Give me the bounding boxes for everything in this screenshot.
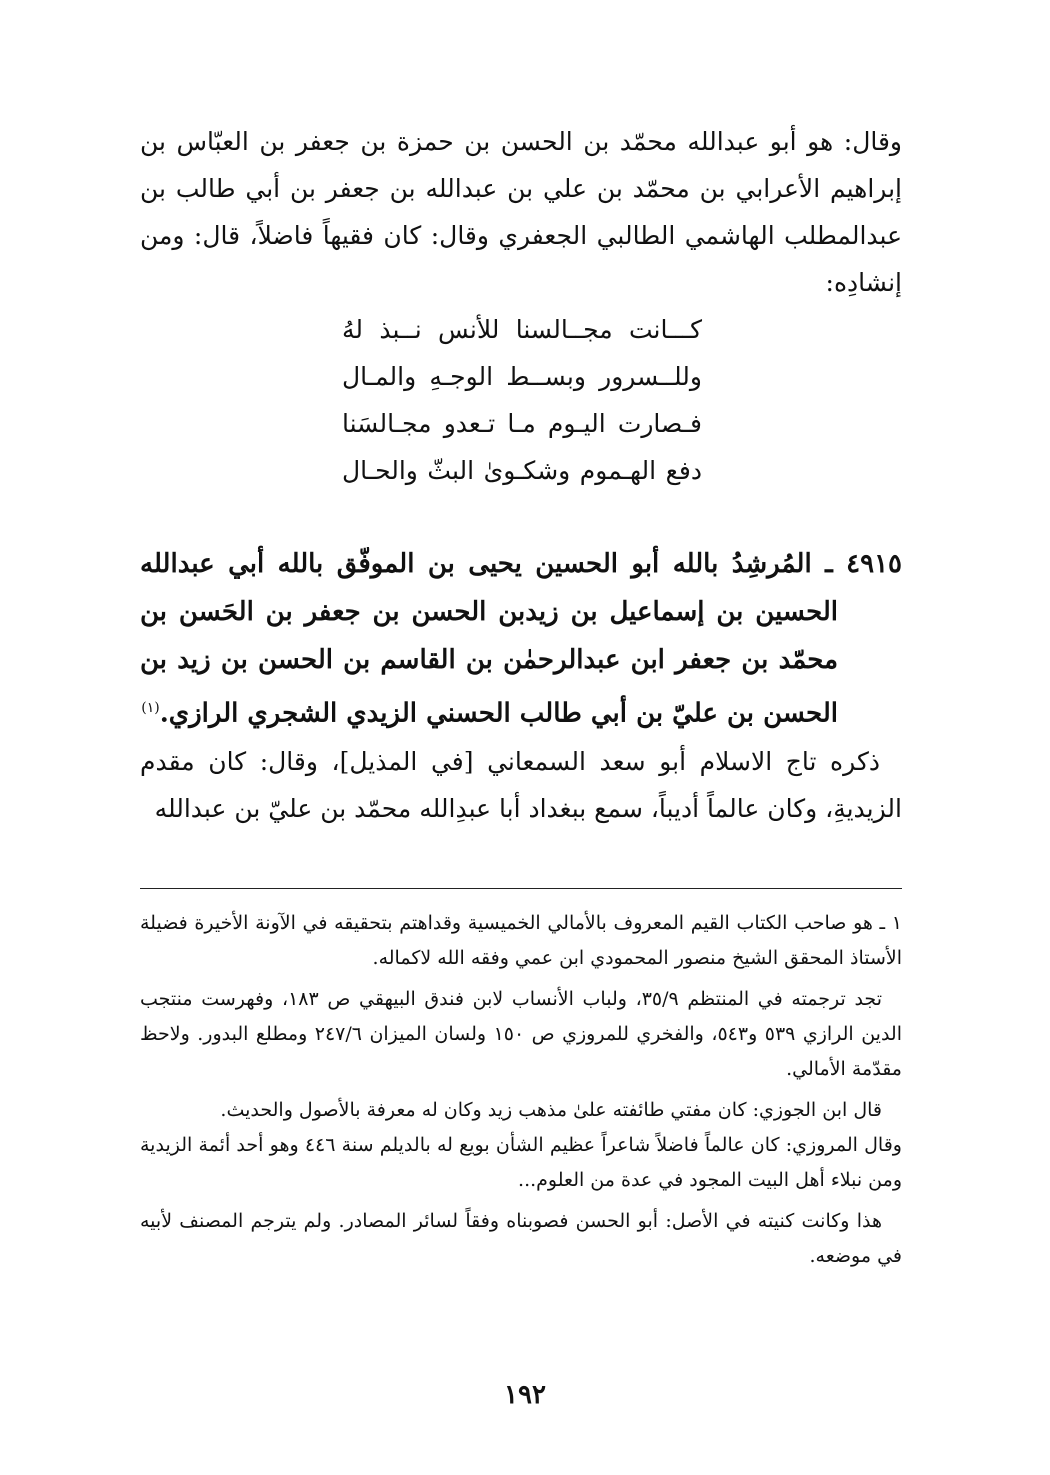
footnote: ١ ـ هو صاحب الكتاب القيم المعروف بالأمالي الخميسية وقداهتم بتحقيقه في الآونة الأخيرة فضيلة الأستاذ المحقق الشيخ منصور المحمودي ابن عمي وفقه الله لاكماله. xyxy=(140,912,902,969)
footnote: هذا وكانت كنيته في الأصل: أبو الحسن فصوبناه وفقاً لسائر المصادر. ولم يترجم المصنف لأبيه في موضعه. xyxy=(140,1210,902,1267)
footnote: قال ابن الجوزي: كان مفتي طائفته علىٰ مذهب زيد وكان له معرفة بالأصول والحديث. xyxy=(220,1099,882,1121)
biography-entry xyxy=(140,540,902,832)
poem-line: فـصارت اليـوم مـا تـعدو مجـالسَنا xyxy=(342,409,702,438)
footnotes xyxy=(140,906,902,1280)
entry-body: ذكره تاج الاسلام أبو سعد السمعاني [في المذيل]، وقال: كان مقدم الزيديةِ، وكان عالماً أديباً، سمع ببغداد أبا عبدِالله محمّد بن عليّ بن عبدالله xyxy=(140,746,902,823)
footnote-reference: (١) xyxy=(141,700,160,716)
entry-heading xyxy=(140,540,902,738)
footnote-divider xyxy=(140,888,902,889)
poem-line: وللــسرور وبســط الوجـهِ والمـال xyxy=(342,362,702,391)
entry-heading-text: ٤٩١٥ ـ المُرشِدُ بالله أبو الحسين يحيى بن الموفّق بالله أبي عبدالله الحسين بن إسماعيل بن زيدبن الحسن بن جعفر بن الحَسن بن محمّد بن جعفر ابن عبدالرحمٰن بن القاسم بن الحسن بن زيد بن الحسن بن عليّ بن أبي طالب الحسني الزيدي الشجري الرازي. xyxy=(140,549,902,729)
poem-line: كـــانت مجــالسنا للأنس نــبذ لهُ xyxy=(342,315,702,344)
poem-line: دفع الهـموم وشكـوىٰ البثّ والحـال xyxy=(342,456,702,485)
main-text xyxy=(140,118,902,832)
poem xyxy=(342,306,702,494)
footnote: وقال المروزي: كان عالماً فاضلاً شاعراً عظيم الشأن بويع له بالديلم سنة ٤٤٦ وهو أحد أئمة الزيدية ومن نبلاء أهل البيت المجود في عدة من العلوم... xyxy=(140,1134,902,1191)
footnote: تجد ترجمته في المنتظم ٣٥/٩، ولباب الأنساب لابن فندق البيهقي ص ١٨٣، وفهرست منتجب الدين الرازي ٥٣٩ و٥٤٣، والفخري للمروزي ص ١٥٠ ولسان الميزان ٢٤٧/٦ ومطلع البدور. ولاحظ مقدّمة الأمالي. xyxy=(140,988,902,1080)
page-number: ١٩٢ xyxy=(504,1380,546,1410)
intro-paragraph: وقال: هو أبو عبدالله محمّد بن الحسن بن حمزة بن جعفر بن العبّاس بن إبراهيم الأعرابي بن محمّد بن علي بن عبدالله بن جعفر بن أبي طالب بن عبدالمطلب الهاشمي الطالبي الجعفري وقال: كان فقيهاً فاضلاً، قال: ومن إنشادِه: xyxy=(140,127,902,297)
